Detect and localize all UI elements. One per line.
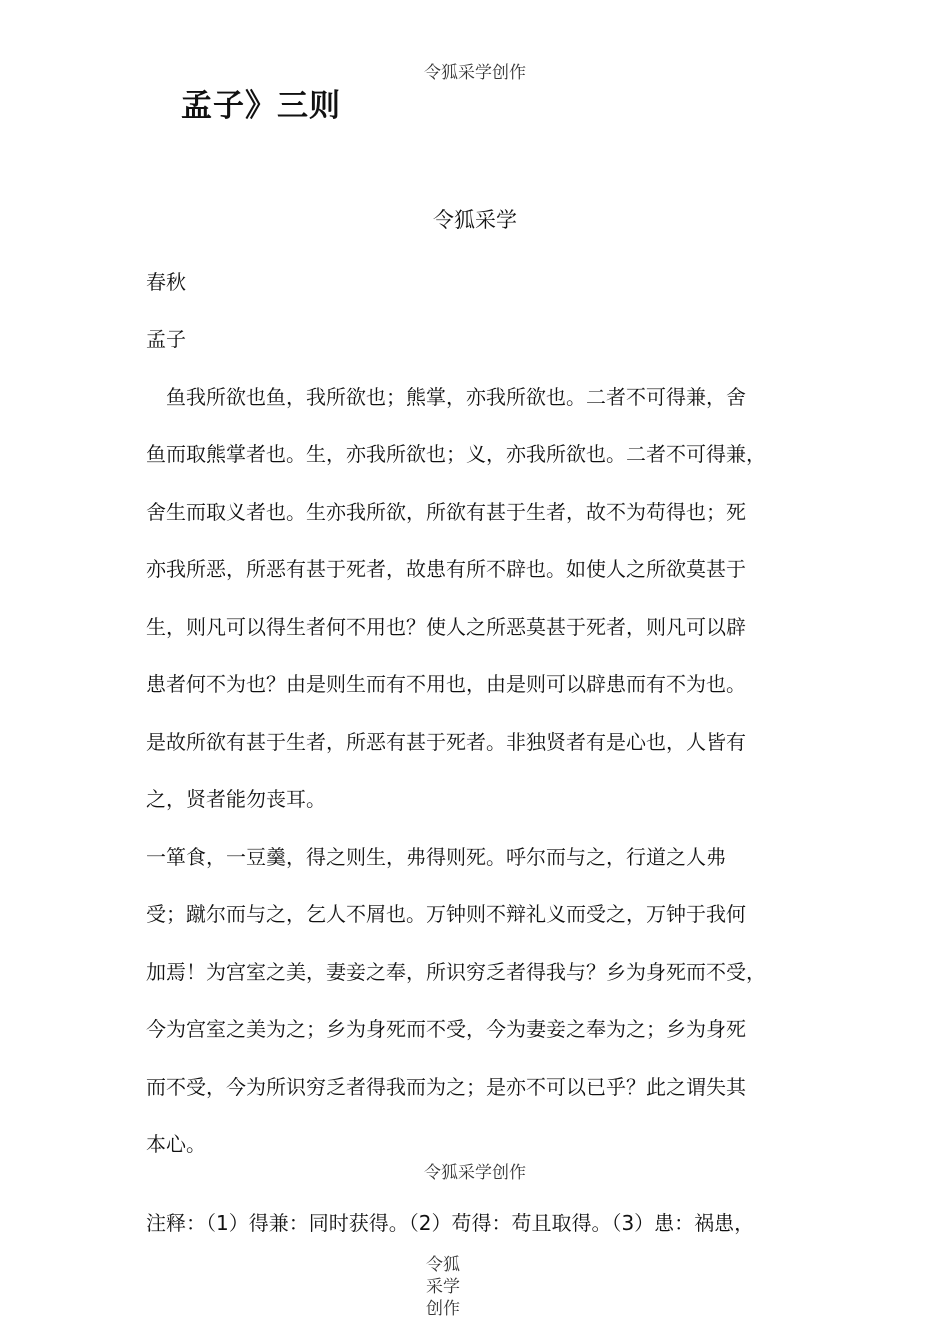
body-line: 患者何不为也？由是则生而有不用也，由是则可以辟患而有不为也。 xyxy=(146,672,746,696)
body-line: 鱼我所欲也鱼，我所欲也；熊掌，亦我所欲也。二者不可得兼，舍 xyxy=(146,385,746,409)
body-line: 受；蹴尔而与之，乞人不屑也。万钟则不辩礼义而受之，万钟于我何 xyxy=(146,902,746,926)
author-label: 孟子 xyxy=(146,327,186,351)
footer-watermark: 令狐采学创作 xyxy=(424,1163,526,1183)
body-line: 本心。 xyxy=(146,1132,206,1156)
body-line: 而不受，今为所识穷乏者得我而为之；是亦不可以已乎？此之谓失其 xyxy=(146,1075,746,1099)
body-line: 一箪食，一豆羹，得之则生，弗得则死。呼尔而与之，行道之人弗 xyxy=(146,845,726,869)
document-subtitle: 令狐采学 xyxy=(433,208,517,232)
notes-line: 注释：（1）得兼：同时获得。（2）苟得：苟且取得。（3）患：祸患， xyxy=(146,1211,755,1235)
body-line: 是故所欲有甚于生者，所恶有甚于死者。非独贤者有是心也，人皆有 xyxy=(146,730,746,754)
stamp-line: 创作 xyxy=(426,1299,460,1319)
body-line: 之，贤者能勿丧耳。 xyxy=(146,787,326,811)
body-line: 亦我所恶，所恶有甚于死者，故患有所不辟也。如使人之所欲莫甚于 xyxy=(146,557,746,581)
body-line: 鱼而取熊掌者也。生，亦我所欲也；义，亦我所欲也。二者不可得兼， xyxy=(146,442,766,466)
creator-stamp xyxy=(418,1254,468,1320)
era-label: 春秋 xyxy=(146,270,186,294)
body-line: 加焉！为宫室之美，妻妾之奉，所识穷乏者得我与？乡为身死而不受， xyxy=(146,960,766,984)
stamp-line: 令狐 xyxy=(426,1255,460,1275)
document-title: 孟子》三则 xyxy=(181,88,341,124)
header-watermark: 令狐采学创作 xyxy=(424,63,526,83)
body-line: 生，则凡可以得生者何不用也？使人之所恶莫甚于死者，则凡可以辟 xyxy=(146,615,746,639)
body-line: 舍生而取义者也。生亦我所欲，所欲有甚于生者，故不为苟得也；死 xyxy=(146,500,746,524)
stamp-line: 采学 xyxy=(426,1277,460,1297)
body-line: 今为宫室之美为之；乡为身死而不受，今为妻妾之奉为之；乡为身死 xyxy=(146,1017,746,1041)
